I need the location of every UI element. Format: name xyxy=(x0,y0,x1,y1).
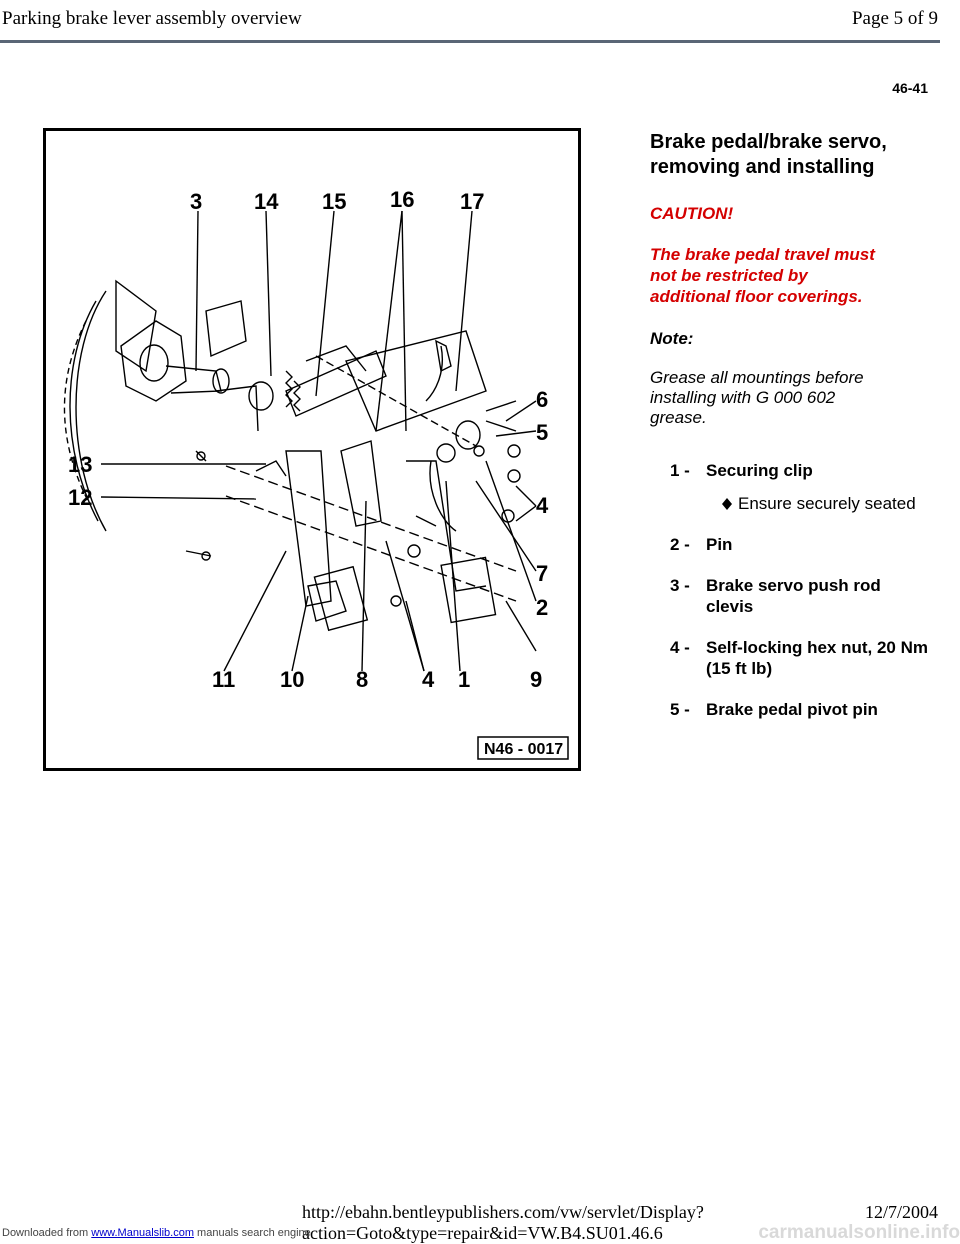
legend-number: 3 - xyxy=(670,576,690,595)
figure-label-15: 15 xyxy=(322,189,347,214)
figure-label-4-bottom: 4 xyxy=(422,667,435,692)
page-code: 46-41 xyxy=(892,80,928,96)
note-line-2: installing with G 000 602 xyxy=(650,388,836,407)
legend-item-5 xyxy=(670,699,930,720)
note-line-3: grease. xyxy=(650,408,707,427)
download-prefix: Downloaded from xyxy=(2,1227,89,1239)
legend-number: 2 - xyxy=(670,535,690,554)
brake-pedal-diagram xyxy=(43,128,581,771)
figure-code: N46 - 0017 xyxy=(484,741,564,758)
source-url: http://ebahn.bentleypublishers.com/vw/servlet/Display?action=Goto&type=repair&id=VW.B4.SU01.46.6 xyxy=(302,1202,704,1243)
download-credit xyxy=(2,1227,311,1239)
figure-label-6: 6 xyxy=(536,387,549,412)
figure-label-3: 3 xyxy=(190,189,203,214)
header-divider xyxy=(0,40,940,43)
legend-number: 5 - xyxy=(670,700,690,719)
figure-label-4-right: 4 xyxy=(536,493,549,518)
heading-line-1: Brake pedal/brake servo, xyxy=(650,131,887,153)
figure-label-10: 10 xyxy=(280,667,305,692)
legend-item-1 xyxy=(670,460,930,481)
header-title: Parking brake lever assembly overview xyxy=(2,8,302,29)
instructions-column xyxy=(650,130,940,428)
figure-label-5: 5 xyxy=(536,420,549,445)
legend-subitem-text: Ensure securely seated xyxy=(738,494,916,513)
note-line-1: Grease all mountings before xyxy=(650,368,864,387)
figure-label-7: 7 xyxy=(536,561,549,586)
figure-label-13: 13 xyxy=(68,452,93,477)
legend-text: Self-locking hex nut, 20 Nm (15 ft lb) xyxy=(706,638,928,678)
figure-label-1: 1 xyxy=(458,667,471,692)
note-label: Note: xyxy=(650,329,694,348)
legend-item-2 xyxy=(670,534,930,555)
page-indicator: Page 5 of 9 xyxy=(851,8,938,29)
figure-label-17: 17 xyxy=(460,189,485,214)
download-suffix: manuals search engine xyxy=(197,1227,311,1239)
legend-subitem-1 xyxy=(722,493,930,514)
caution-line-2: not be restricted by xyxy=(650,266,808,285)
figure-label-9: 9 xyxy=(530,667,543,692)
caution-label: CAUTION! xyxy=(650,204,734,223)
heading-line-2: removing and installing xyxy=(650,156,875,178)
figure-label-12: 12 xyxy=(68,485,93,510)
section-heading xyxy=(650,130,940,180)
caution-line-3: additional floor coverings. xyxy=(650,287,863,306)
parts-legend xyxy=(670,460,930,740)
print-date: 12/7/2004 xyxy=(864,1202,938,1222)
figure-label-14: 14 xyxy=(254,189,279,214)
legend-item-3 xyxy=(670,575,930,617)
diagram-linework xyxy=(64,211,536,671)
note-text xyxy=(650,368,940,428)
watermark: carmanualsonline.info xyxy=(758,1222,960,1243)
figure-label-8: 8 xyxy=(356,667,369,692)
manualslib-link[interactable]: www.Manualslib.com xyxy=(91,1227,194,1239)
figure-label-16: 16 xyxy=(390,187,415,212)
figure-label-11: 11 xyxy=(212,667,236,692)
caution-text xyxy=(650,244,940,307)
legend-text: Pin xyxy=(706,535,733,554)
legend-text: Securing clip xyxy=(706,461,813,480)
figure-label-2: 2 xyxy=(536,595,549,620)
legend-item-4 xyxy=(670,637,930,679)
caution-line-1: The brake pedal travel must xyxy=(650,245,875,264)
diamond-bullet-icon xyxy=(722,498,732,510)
legend-text: Brake pedal pivot pin xyxy=(706,700,878,719)
legend-number: 4 - xyxy=(670,638,690,657)
legend-number: 1 - xyxy=(670,461,690,480)
legend-text: Brake servo push rod clevis xyxy=(706,576,881,616)
diagram-svg xyxy=(46,131,578,768)
